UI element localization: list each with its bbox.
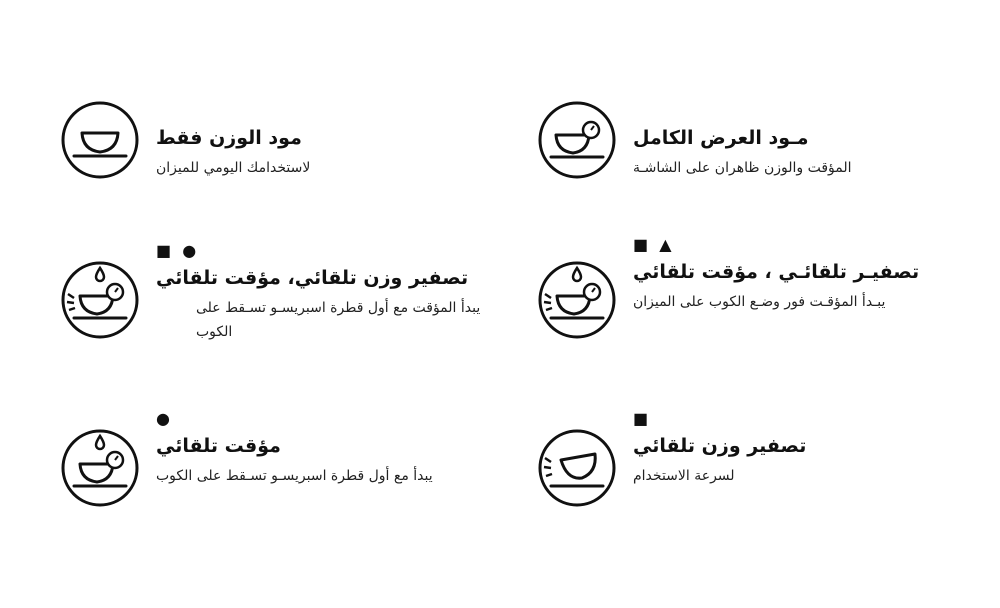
- mode-marks: ■ ●: [156, 241, 200, 260]
- feature-auto-tare-auto-timer-place: [537, 235, 957, 390]
- feature-auto-timer: [60, 409, 480, 558]
- feature-title: تصفير وزن تلقائي: [633, 435, 807, 457]
- feature-auto-tare: [537, 409, 957, 558]
- mode-marks: [633, 100, 963, 122]
- feature-full-display: [537, 100, 957, 230]
- feature-auto-tare-auto-timer-drip: [60, 241, 481, 390]
- feature-title: مود الوزن فقط: [156, 127, 302, 149]
- feature-description: يبدأ مع أول قطرة اسبريسـو تسـقط على الكوب: [156, 468, 433, 484]
- feature-description: يبـدأ المؤقـت فور وضـع الكوب على الميزان: [633, 294, 886, 310]
- tilted-cup-icon: [537, 428, 617, 508]
- cup-on-scale-icon: [60, 100, 140, 180]
- feature-description: يبدأ المؤقت مع أول قطرة اسبريسـو تسـقط على الكوب: [196, 300, 481, 340]
- mode-marks: ■ ▲: [633, 235, 675, 254]
- mode-marks: ■: [633, 409, 652, 428]
- feature-title: مؤقت تلقائي: [156, 435, 281, 457]
- feature-weight-only: [60, 100, 480, 230]
- feature-description: المؤقت والوزن ظاهران على الشاشـة: [633, 160, 852, 176]
- drip-cup-timer-icon: [60, 260, 140, 340]
- feature-description: لسرعة الاستخدام: [633, 468, 735, 484]
- feature-title: مـود العرض الكامل: [633, 127, 809, 149]
- feature-title: تصفيـر تلقائـي ، مؤقت تلقائي: [633, 261, 920, 283]
- mode-marks: ●: [156, 409, 173, 428]
- cup-with-timer-icon: [537, 100, 617, 180]
- mode-marks: [156, 100, 486, 122]
- feature-title: تصفير وزن تلقائي، مؤقت تلقائي: [156, 267, 469, 289]
- drip-cup-timer-icon: [60, 428, 140, 508]
- drip-cup-timer-icon: [537, 260, 617, 340]
- feature-description: لاستخدامك اليومي للميزان: [156, 160, 311, 176]
